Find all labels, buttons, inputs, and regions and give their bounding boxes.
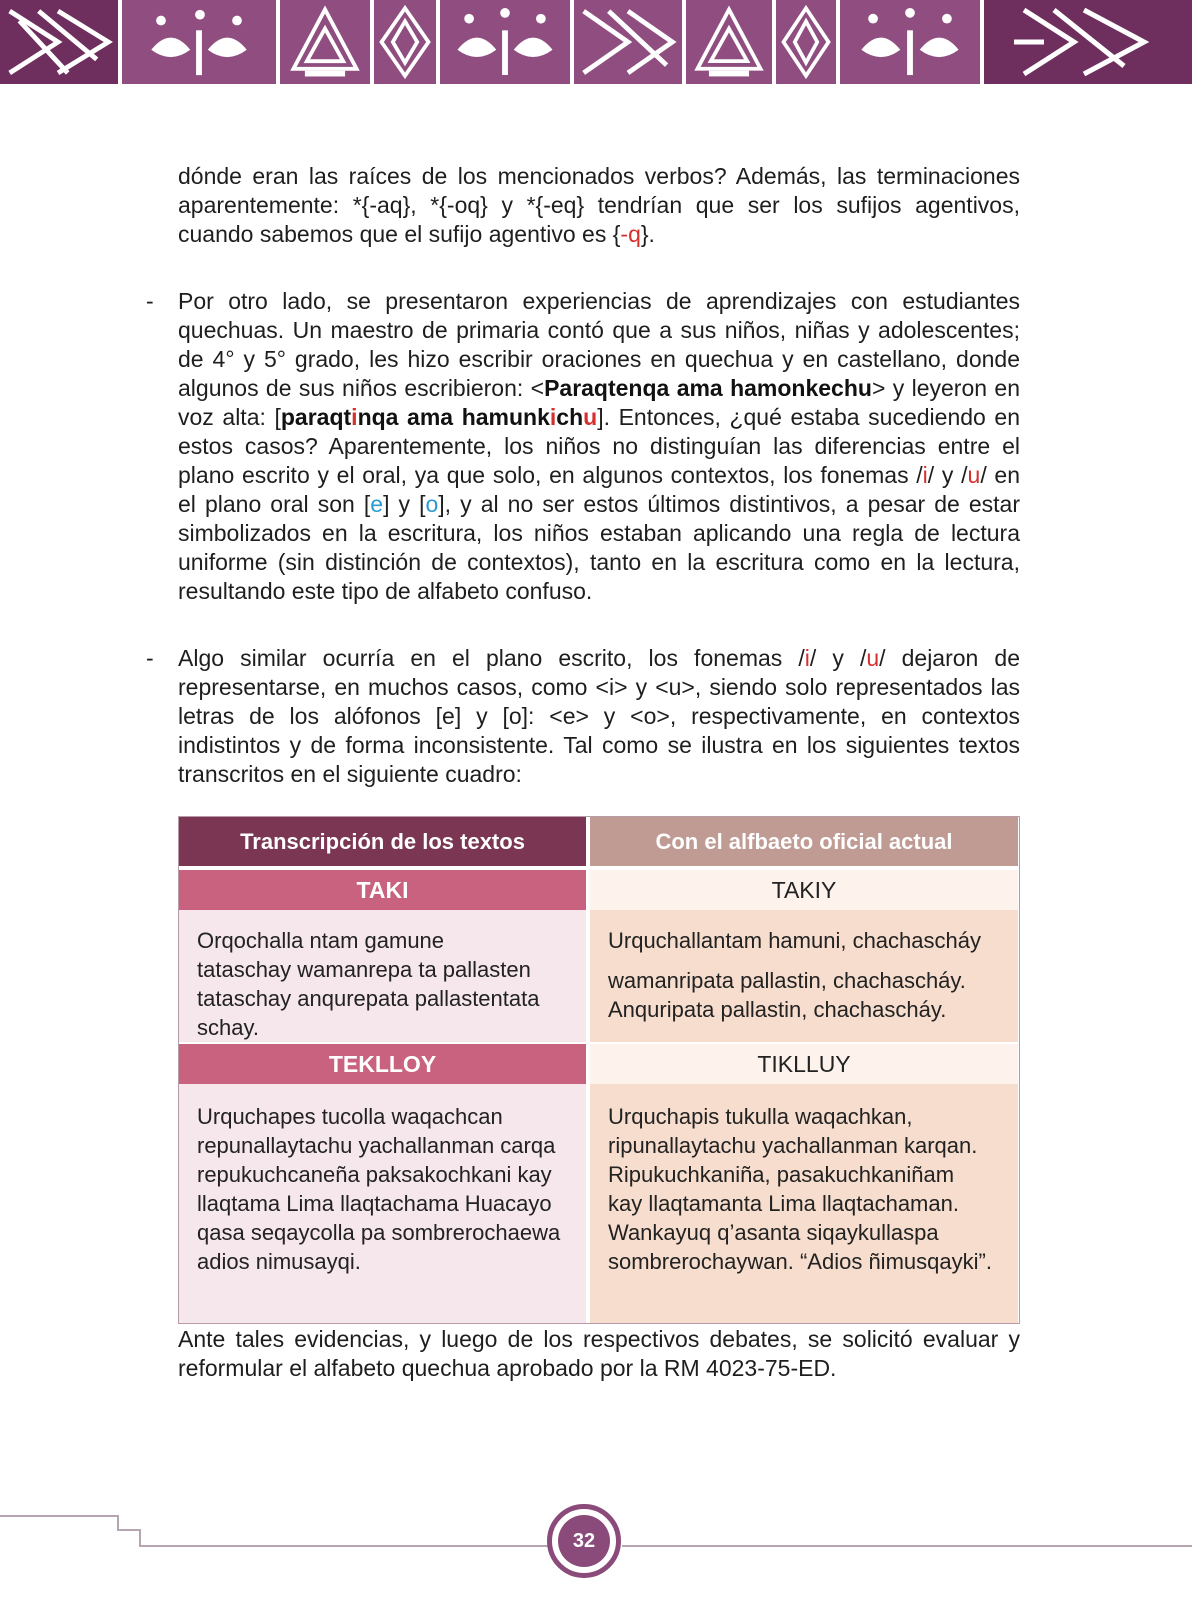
phoneme-i: i: [804, 645, 810, 671]
allophone-e: e: [370, 491, 384, 517]
text-run: / y /: [809, 645, 867, 671]
text-run: ], y al no ser estos últimos distintivos, a pesar de estar simbolizados en la escritura, los niños estaban aplicando una regla de lectura uniforme (sin distinción de contextos), tanto en la escritura como en la lectura, resultando este tipo de alfabeto confuso.: [178, 491, 1020, 604]
bullet-dash: -: [146, 288, 154, 314]
intro-paragraph: [178, 162, 1020, 249]
diamond-pattern-icon: [374, 0, 440, 84]
page-number-badge: [547, 1504, 621, 1578]
text-run: ]. Entonces, ¿qué estaba sucediendo en estos casos? Aparentemente, los niños no distinguían las diferencias entre el plano escrito y el oral, ya que solo, en algunos contextos, los fonemas /: [178, 404, 1021, 488]
spoken-sentence: [281, 404, 597, 430]
bullet-paragraph: [178, 287, 1020, 606]
allophone-o: o: [425, 491, 439, 517]
decorative-header-band: [0, 0, 1192, 84]
song-title-official: TIKLLUY: [590, 1044, 1018, 1084]
phoneme-u: u: [866, 645, 880, 671]
song-text-official: [590, 1084, 1018, 1323]
verse-line: repukuchcaneña paksakochkani kay: [197, 1162, 552, 1187]
bird-tree-pattern-icon: [122, 0, 280, 84]
song-text-original: [179, 910, 586, 1042]
text-run: / dejaron de representarse, en muchos casos, como <i> y <u>, siendo solo representados las letras de los alófonos [e] y [o]: <e> y <o>, respectivamente, en contextos indistintos y de forma inconsistente. Tal como se ilustra en los siguientes textos transcritos en el siguiente cuadro:: [178, 645, 1021, 787]
transcription-table: [178, 816, 1020, 1324]
main-content: [146, 162, 1021, 789]
verse-line: Urquchapis tukulla waqachkan,: [608, 1104, 913, 1129]
song-text-original: [179, 1084, 586, 1323]
bird-tree-pattern-icon: [440, 0, 574, 84]
highlight-vowel: u: [583, 404, 598, 430]
weave-pattern-icon: [984, 0, 1192, 84]
table-header-official-alphabet: Con el alfbaeto oficial actual: [590, 817, 1018, 866]
verse-line: Urquchapes tucolla waqachcan: [197, 1104, 503, 1129]
verse-line: repunallaytachu yachallanman carqa: [197, 1133, 556, 1158]
verse-line: kay llaqtamanta Lima llaqtachaman.: [608, 1191, 959, 1216]
text-run: Por otro lado, se presentaron experiencias de aprendizajes con estudiantes quechuas. Un maestro de primaria contó que a sus niños, niñas y adolescentes; de 4° y 5° grado, les hizo escribir oraciones en quechua y en castellano, donde algunos de sus niños escribieron: <: [178, 288, 1020, 401]
highlight-vowel: i: [351, 404, 358, 430]
temple-pattern-icon: [280, 0, 374, 84]
temple-pattern-icon: [686, 0, 776, 84]
verse-line: Orqochalla ntam gamune: [197, 928, 445, 953]
intro-line: cuando sabemos que el sufijo agentivo es {: [178, 221, 621, 247]
text-run: / en el plano oral son [: [178, 462, 1020, 517]
intro-line: dónde eran las raíces de los mencionados verbos? Además, las terminaciones: [178, 163, 1020, 189]
agentive-suffix: -q: [620, 221, 641, 247]
verse-line: Wankayuq q’asanta siqaykullaspa: [608, 1220, 939, 1245]
song-title-original: TEKLLOY: [179, 1044, 586, 1084]
weave-pattern-icon: [0, 0, 122, 84]
highlight-vowel: i: [549, 404, 557, 430]
written-sentence: Paraqtenqa ama hamonkechu: [544, 375, 872, 401]
verse-line: wamanripata pallastin, chachascháy.: [608, 968, 966, 993]
text-run: / y /: [927, 462, 968, 488]
verse-line: Urquchallantam hamuni, chachascháy: [608, 928, 981, 953]
bullet-item-written-plane: [146, 644, 1021, 789]
page-number: 32: [558, 1515, 610, 1567]
bullet-item-learning-experiences: [146, 287, 1021, 606]
table-header-transcription: Transcripción de los textos: [179, 817, 586, 866]
verse-line: adios nimusayqi.: [197, 1249, 361, 1274]
text-run: ch: [556, 404, 584, 430]
verse-line: schay.: [197, 1015, 259, 1040]
verse-line: llaqtama Lima llaqtachama Huacayo: [197, 1191, 552, 1216]
verse-line: Ripukuchkaniña, pasakuchkaniñam: [608, 1162, 955, 1187]
intro-line: aparentemente: *{-aq}, *{-oq} y *{-eq} tendrían que ser los sufijos agentivos,: [178, 192, 1020, 218]
bullet-dash: -: [146, 645, 154, 671]
verse-line: ripunallaytachu yachallanman karqan.: [608, 1133, 978, 1158]
verse-line: tataschay wamanrepa ta pallasten: [197, 957, 531, 982]
bullet-paragraph: [178, 644, 1020, 789]
text-run: Algo similar ocurría en el plano escrito, los fonemas /: [178, 645, 805, 671]
bird-tree-pattern-icon: [840, 0, 984, 84]
verse-line: Anquripata pallastin, chachascháy.: [608, 997, 947, 1022]
text-run: nqa ama hamunk: [357, 404, 550, 430]
verse-line: tataschay anqurepata pallastentata: [197, 986, 540, 1011]
song-text-official: [590, 910, 1018, 1042]
text-run: > y leyeron en voz alta: [: [178, 375, 1020, 430]
song-title-official: TAKIY: [590, 870, 1018, 910]
intro-line-end: }.: [640, 221, 655, 247]
text-run: paraqt: [280, 404, 352, 430]
closing-paragraph: Ante tales evidencias, y luego de los respectivos debates, se solicitó evaluar y reformular el alfabeto quechua aprobado por la RM 4023-75-ED.: [178, 1326, 1020, 1381]
verse-line: sombrerochaywan. “Adios ñimusqayki”.: [608, 1249, 992, 1274]
phoneme-u: u: [967, 462, 981, 488]
column-divider: [586, 817, 590, 1323]
text-run: ] y [: [383, 491, 426, 517]
verse-line: qasa seqaycolla pa sombrerochaewa: [197, 1220, 561, 1245]
phoneme-i: i: [922, 462, 928, 488]
weave-pattern-icon: [574, 0, 686, 84]
diamond-pattern-icon: [776, 0, 840, 84]
song-title-original: TAKI: [179, 870, 586, 910]
